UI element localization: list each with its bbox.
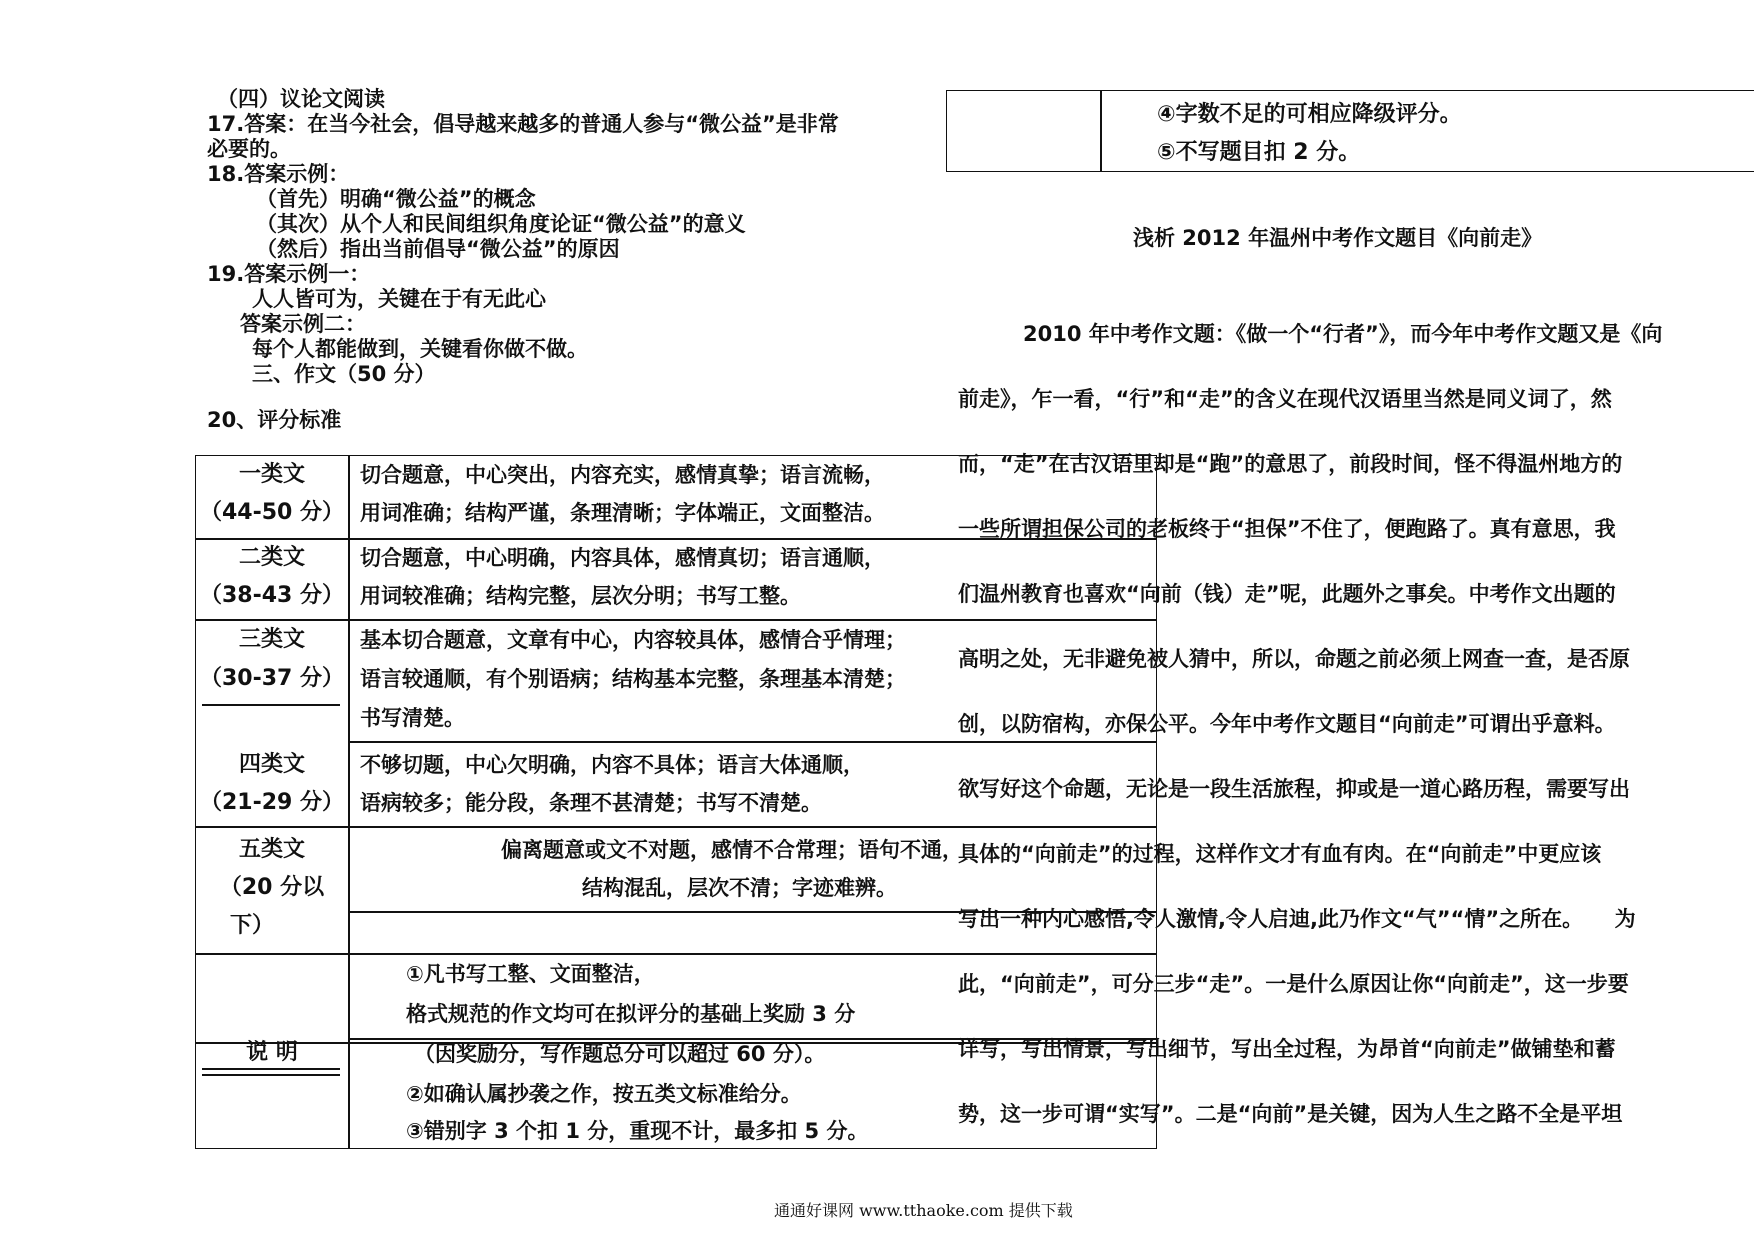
notes-label: 说 明	[246, 1040, 298, 1065]
category-2-desc-line2: 用词较准确；结构完整，层次分明；书写工整。	[360, 584, 801, 608]
category-5-score-cont: 下）	[229, 913, 274, 938]
category-2-score: （38-43 分）	[199, 583, 345, 608]
category-4-name: 四类文	[238, 752, 305, 777]
q18-title: 18.答案示例：	[207, 162, 350, 186]
q18-item-3: （然后）指出当前倡导“微公益”的原因	[256, 237, 620, 261]
category-4-desc-line2: 语病较多；能分段，条理不甚清楚；书写不清楚。	[360, 791, 822, 815]
category-1-score: （44-50 分）	[199, 500, 345, 525]
article-line-10: 写出一种内心感悟,令人激情,令人启迪,此乃作文“气”“情”之所在。 为	[958, 907, 1636, 931]
article-line-3: 而，“走”在古汉语里却是“跑”的意思了，前段时间，怪不得温州地方的	[958, 452, 1623, 476]
q19-example-2: 每个人都能做到，关键看你做不做。	[252, 337, 588, 361]
article-line-13: 势，这一步可谓“实写”。二是“向前”是关键，因为人生之路不全是平坦	[958, 1102, 1623, 1126]
category-3-desc-line2: 语言较通顺，有个别语病；结构基本完整，条理基本清楚；	[360, 667, 906, 691]
footer-credit: 通通好课网 www.tthaoke.com 提供下载	[774, 1201, 1073, 1220]
row-divider	[348, 741, 1156, 743]
category-4-score: （21-29 分）	[199, 790, 345, 815]
row-divider	[196, 826, 1156, 828]
scoring-notes-continued-table	[946, 90, 1754, 172]
article-line-8: 欲写好这个命题，无论是一段生活旅程，抑或是一道心路历程，需要写出	[958, 777, 1630, 801]
category-3-desc-line3: 书写清楚。	[360, 706, 465, 730]
note-line-1: ①凡书写工整、文面整洁，	[406, 962, 655, 986]
note-item-4: ④字数不足的可相应降级评分。	[1157, 102, 1462, 127]
category-2-name: 二类文	[238, 545, 305, 570]
note-line-2: 格式规范的作文均可在拟评分的基础上奖励 3 分	[406, 1002, 856, 1026]
category-5-desc-line1: 偏离题意或文不对题，感情不合常理；语句不通，	[501, 838, 963, 862]
q19-example-1: 人人皆可为，关键在于有无此心	[252, 287, 546, 311]
q17-answer-line1: 17.答案：在当今社会，倡导越来越多的普通人参与“微公益”是非常	[207, 112, 839, 136]
category-4-desc-line1: 不够切题，中心欠明确，内容不具体；语言大体通顺，	[360, 753, 864, 777]
article-line-11: 此，“向前走”，可分三步“走”。一是什么原因让你“向前走”，这一步要	[958, 972, 1629, 996]
cell-underline	[202, 704, 340, 706]
q18-item-1: （首先）明确“微公益”的概念	[256, 187, 536, 211]
article-line-6: 高明之处，无非避免被人猜中，所以，命题之前必须上网查一查，是否原	[958, 647, 1630, 671]
q19-title-2: 答案示例二：	[240, 312, 366, 336]
section-title: （四）议论文阅读	[217, 87, 385, 111]
category-3-score: （30-37 分）	[199, 666, 345, 691]
category-3-name: 三类文	[238, 627, 305, 652]
q20-title: 20、评分标准	[207, 408, 342, 432]
article-line-9: 具体的“向前走”的过程，这样作文才有血有肉。在“向前走”中更应该	[958, 842, 1602, 866]
article-line-12: 详写，写出情景，写出细节，写出全过程，为昂首“向前走”做铺垫和蓄	[958, 1037, 1616, 1061]
category-1-desc-line1: 切合题意，中心突出，内容充实，感情真挚；语言流畅，	[360, 463, 885, 487]
article-title: 浅析 2012 年温州中考作文题目《向前走》	[1133, 226, 1543, 250]
row-divider	[196, 953, 1156, 955]
category-5-name: 五类文	[238, 837, 305, 862]
notes-label-underline	[202, 1074, 340, 1076]
table-divider-vertical	[1100, 91, 1102, 171]
q18-item-2: （其次）从个人和民间组织角度论证“微公益”的意义	[256, 212, 746, 236]
article-line-2: 前走》，乍一看，“行”和“走”的含义在现代汉语里当然是同义词了，然	[958, 387, 1612, 411]
category-1-desc-line2: 用词准确；结构严谨，条理清晰；字体端正，文面整洁。	[360, 501, 885, 525]
q19-title: 19.答案示例一：	[207, 262, 371, 286]
category-5-score: （20 分以	[219, 875, 325, 900]
note-item-5: ⑤不写题目扣 2 分。	[1157, 140, 1361, 165]
q17-answer-line2: 必要的。	[207, 137, 291, 161]
category-1-name: 一类文	[238, 462, 305, 487]
article-line-7: 创，以防宿构，亦保公平。今年中考作文题目“向前走”可谓出乎意料。	[958, 712, 1616, 736]
category-3-desc-line1: 基本切合题意，文章有中心，内容较具体，感情合乎情理；	[360, 628, 906, 652]
category-2-desc-line1: 切合题意，中心明确，内容具体，感情真切；语言通顺，	[360, 546, 885, 570]
category-5-desc-line2: 结构混乱，层次不清；字迹难辨。	[582, 876, 897, 900]
note-line-4: ②如确认属抄袭之作，按五类文标准给分。	[406, 1082, 802, 1106]
article-line-5: 们温州教育也喜欢“向前（钱）走”呢，此题外之事矣。中考作文出题的	[958, 582, 1616, 606]
table-divider-vertical	[348, 456, 350, 1148]
note-line-5: ③错别字 3 个扣 1 分，重现不计，最多扣 5 分。	[406, 1119, 869, 1143]
composition-title: 三、作文（50 分）	[252, 362, 436, 386]
note-line-3: （因奖励分，写作题总分可以超过 60 分）。	[414, 1042, 826, 1066]
article-line-4: 一些所谓担保公司的老板终于“担保”不住了，便跑路了。真有意思，我	[958, 517, 1616, 541]
article-line-1: 2010 年中考作文题：《做一个“行者”》，而今年中考作文题又是《向	[1023, 322, 1663, 346]
